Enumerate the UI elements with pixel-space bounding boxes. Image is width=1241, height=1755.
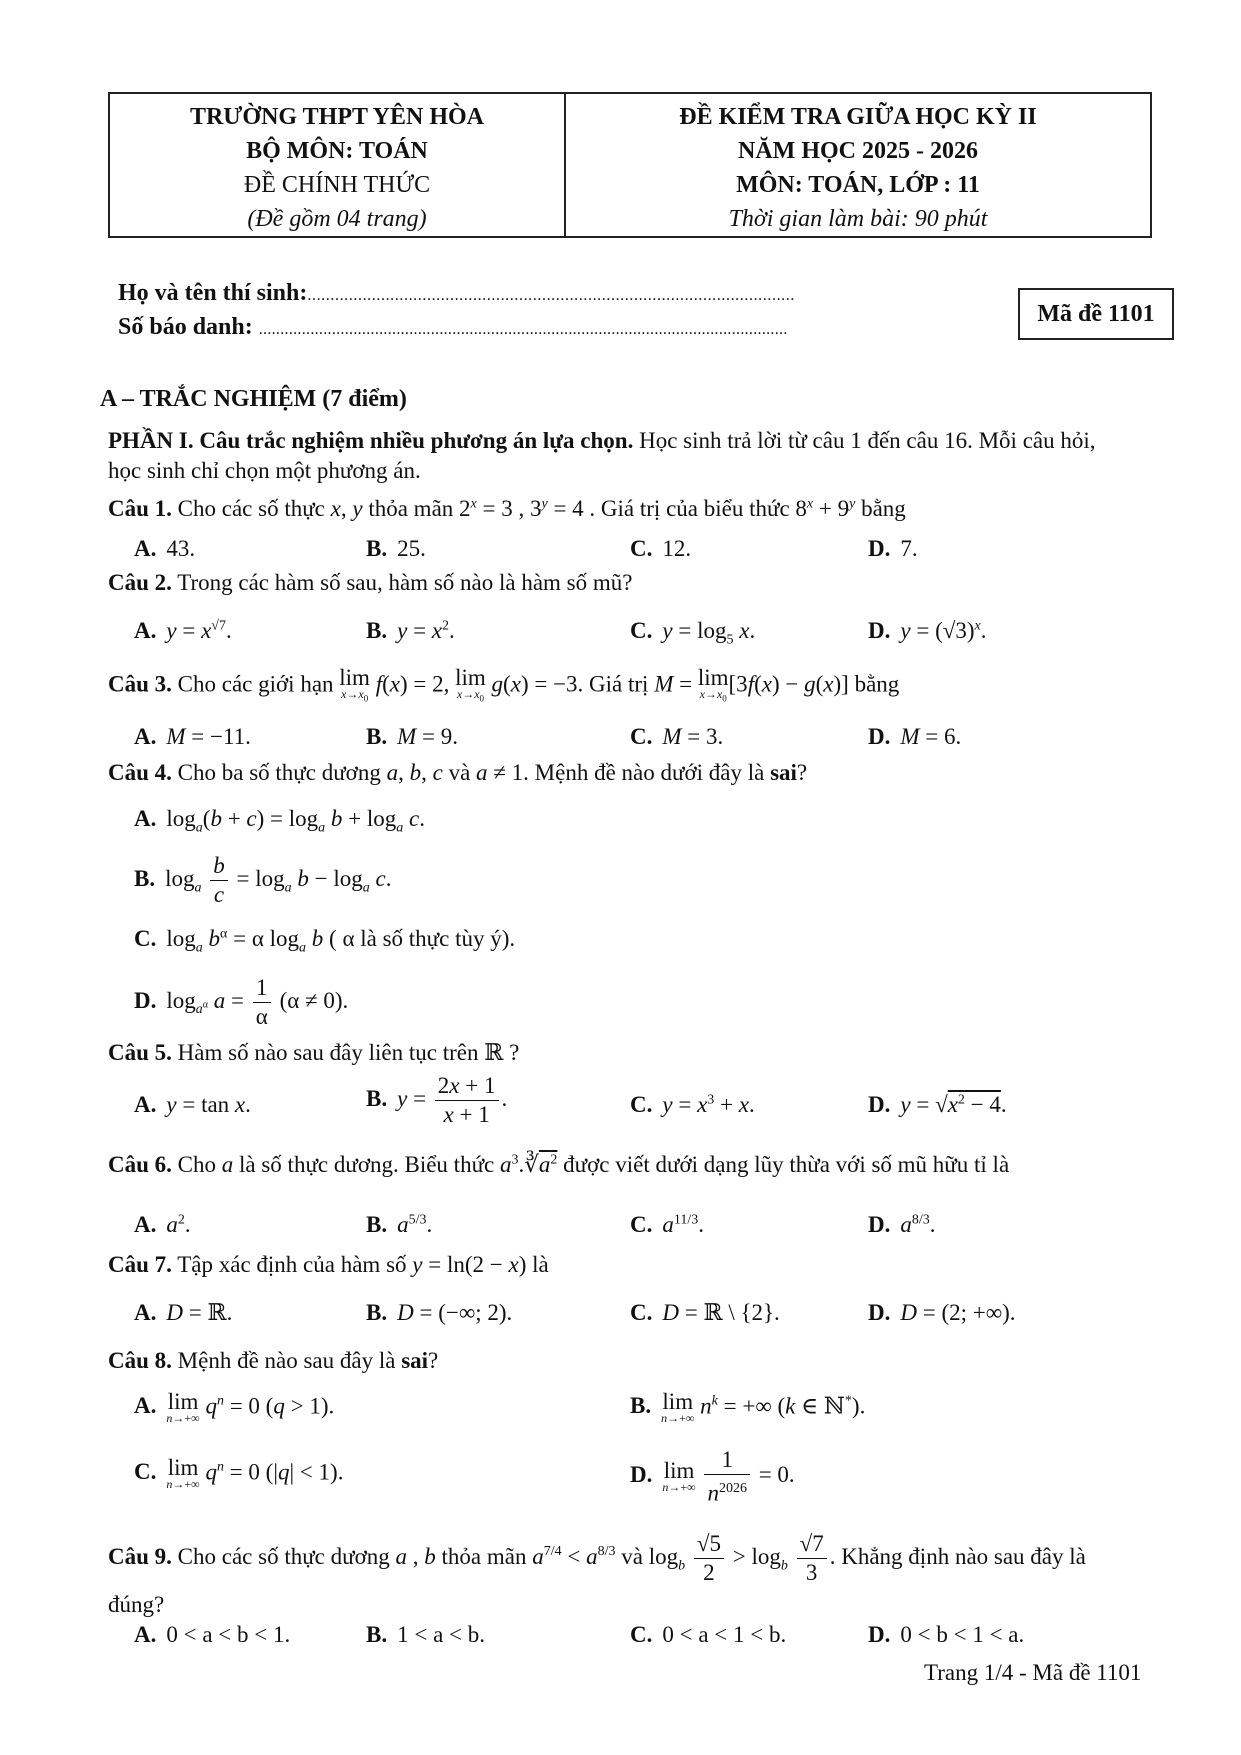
question-6: Câu 6. Cho a là số thực dương. Biểu thức $a^3.∛a^2$ được viết dưới dạng lũy thừa với số mũ hữu tỉ là — [108, 1152, 1010, 1177]
q7-option-a[interactable]: A. D = ℝ. — [134, 1300, 233, 1325]
page-count: (Đề gồm 04 trang) — [247, 206, 427, 232]
q7-option-d[interactable]: D. D = (2; +∞). — [868, 1300, 1016, 1325]
q9-option-d[interactable]: D. 0 < b < 1 < a. — [868, 1622, 1025, 1647]
question-9-text-2: đúng? — [108, 1592, 165, 1617]
part-text: Học sinh trả lời từ câu 1 đến câu 16. Mỗi câu hỏi, — [633, 428, 1096, 453]
candidate-name-line — [118, 280, 795, 307]
question-5 — [108, 1040, 519, 1066]
subject: MÔN: TOÁN, LỚP : 11 — [736, 172, 980, 198]
q1-option-d-text: 7. — [900, 536, 918, 561]
q4-option-c[interactable]: C. $\log_a b^\alpha = \alpha$ $\log_a b$ ( α là số thực tùy ý). — [134, 926, 516, 956]
exam-title: ĐỀ KIỂM TRA GIỮA HỌC KỲ II — [679, 104, 1037, 130]
q3-option-d[interactable]: D. M = 6. — [868, 724, 962, 749]
candidate-name-label: Họ và tên thí sinh: — [118, 280, 308, 306]
q1-option-b[interactable]: B. 25. — [366, 536, 426, 561]
candidate-id-line — [118, 314, 788, 341]
q2-option-a[interactable]: A. $y = x^{√7}$. — [134, 618, 232, 643]
question-8-end: ? — [428, 1348, 439, 1373]
q3-option-c[interactable]: C. M = 3. — [630, 724, 724, 749]
q5-option-b[interactable]: B. y = $\frac{2x + 1}{x + 1}$ . — [366, 1073, 508, 1127]
q9-option-b[interactable]: B. 1 < a < b. — [366, 1622, 485, 1647]
question-7-label: Câu 7. — [108, 1252, 172, 1277]
question-5-label: Câu 5. — [108, 1040, 172, 1065]
question-1: Câu 1. Cho các số thực x, y thỏa mãn $2^x = 3$ , $3^y = 4$ . Giá trị của biểu thức $8^x + 9^y$ bằng — [108, 496, 906, 521]
question-8-emphasis: sai — [401, 1348, 429, 1373]
exam-code-box: Mã đề 1101 — [1018, 288, 1174, 340]
part-title: PHẦN I. Câu trắc nghiệm nhiều phương án lựa chọn. — [108, 428, 634, 453]
q2-option-c[interactable]: C. $y = \log_5 x$. — [630, 618, 756, 648]
q8-option-a[interactable]: A. lim n→+∞ $q^n = 0$ (q > 1). — [134, 1389, 335, 1425]
q9-option-a[interactable]: A. 0 < a < b < 1. — [134, 1622, 291, 1647]
exam-header-table — [108, 92, 1152, 238]
question-9-label: Câu 9. — [108, 1543, 172, 1569]
q1-option-a[interactable]: A. 43. — [134, 536, 196, 561]
question-1-label: Câu 1. — [108, 496, 172, 521]
school-info — [110, 94, 566, 236]
question-4-label: Câu 4. — [108, 760, 172, 785]
q8-option-d[interactable]: D. lim n→+∞ $\frac{1}{n^{2026}}$ = 0. — [630, 1447, 795, 1506]
q4-option-a[interactable]: A. $\log_a(b + c) = \log_a b + \log_a c$. — [134, 806, 426, 836]
department: BỘ MÔN: TOÁN — [246, 138, 428, 164]
question-2-text: Trong các hàm số sau, hàm số nào là hàm số mũ? — [171, 570, 633, 595]
question-2-label: Câu 2. — [108, 570, 172, 595]
q5-option-c[interactable]: C. $y = x^3 + x$. — [630, 1092, 755, 1117]
question-2 — [108, 570, 632, 596]
q7-option-b[interactable]: B. D = (−∞; 2). — [366, 1300, 513, 1325]
q6-option-d[interactable]: D. $a^{8/3}$. — [868, 1212, 936, 1237]
school-name: TRƯỜNG THPT YÊN HÒA — [189, 104, 485, 130]
q1-option-b-text: 25. — [397, 536, 426, 561]
q1-option-a-text: 43. — [166, 536, 196, 561]
school-year: NĂM HỌC 2025 - 2026 — [738, 138, 978, 164]
q6-option-b[interactable]: B. $a^{5/3}$. — [366, 1212, 433, 1237]
section-title: A – TRẮC NGHIỆM (7 điểm) — [100, 386, 407, 412]
candidate-id-dots: ........................................................................................................................... — [258, 321, 788, 338]
q8-option-b[interactable]: B. lim n→+∞ $n^k$ = +∞ (k ∈ ℕ*). — [630, 1389, 866, 1425]
question-4-end: ? — [796, 760, 808, 785]
q1-option-c-text: 12. — [662, 536, 692, 561]
q9-option-b-text: 1 < a < b. — [397, 1622, 485, 1647]
part-instructions — [108, 428, 1096, 454]
q7-option-c[interactable]: C. D = ℝ \ {2}. — [630, 1300, 780, 1325]
question-4: Câu 4. Cho ba số thực dương a, b, c và a ≠ 1. Mệnh đề nào dưới đây là sai? — [108, 760, 808, 785]
candidate-name-dots: .......................................................................................................... — [307, 287, 795, 304]
q3-option-b[interactable]: B. M = 9. — [366, 724, 458, 749]
q6-option-a[interactable]: A. $a^2$. — [134, 1212, 191, 1237]
q9-option-a-text: 0 < a < b < 1. — [166, 1622, 291, 1647]
candidate-id-label: Số báo danh: — [118, 314, 259, 340]
question-5-text: Hàm số nào sau đây liên tục trên ℝ ? — [171, 1040, 520, 1065]
question-8: Câu 8. Mệnh đề nào sau đây là sai? — [108, 1348, 439, 1373]
q9-option-d-text: 0 < b < 1 < a. — [900, 1622, 1025, 1647]
question-3: Câu 3. Cho các giới hạn lim $x\to x_0$ f(x) = 2, lim $x\to x_0$ g(x) = −3. Giá trị M = lim $x\to x_0$ [3f(x) − g(x)] bằng — [108, 665, 900, 704]
q8-option-c[interactable]: C. lim n→+∞ $q^n = 0$ (|q| < 1). — [134, 1455, 344, 1491]
q4-option-d[interactable]: D. $\log_{a^\alpha} a$ = $\frac{1}{\alpha}$ (α ≠ 0). — [134, 975, 349, 1029]
q6-option-c[interactable]: C. $a^{11/3}$. — [630, 1212, 704, 1237]
q4-option-b[interactable]: B. $\log_a$ $\frac{b}{c}$ = $\log_a b - \log_a c$. — [134, 853, 392, 907]
question-7: Câu 7. Tập xác định của hàm số y = ln(2 − x) là — [108, 1252, 549, 1277]
part-text-2: học sinh chỉ chọn một phương án. — [108, 458, 421, 483]
q2-option-b[interactable]: B. $y = x^2$. — [366, 618, 455, 643]
duration: Thời gian làm bài: 90 phút — [728, 206, 988, 232]
question-4-emphasis: sai — [770, 760, 797, 785]
exam-info — [566, 94, 1150, 236]
q3-option-a[interactable]: A. M = −11. — [134, 724, 251, 749]
official-label: ĐỀ CHÍNH THỨC — [243, 172, 431, 198]
question-9: Câu 9. Cho các số thực dương a , b thỏa mãn $a^{7/4} < a^{8/3}$ và $\log_b$ $\frac{√5}{2}$ > $\log_b$ $\frac{√7}{3}$ . Khẳng định nào sau đây là — [108, 1531, 1086, 1585]
q5-option-a[interactable]: A. y = tan x. — [134, 1092, 251, 1117]
question-6-label: Câu 6. — [108, 1152, 172, 1177]
page-footer: Trang 1/4 - Mã đề 1101 — [924, 1660, 1142, 1685]
question-8-label: Câu 8. — [108, 1348, 172, 1373]
q1-option-d[interactable]: D. 7. — [868, 536, 918, 561]
question-3-label: Câu 3. — [108, 671, 172, 697]
q1-option-c[interactable]: C. 12. — [630, 536, 692, 561]
q9-option-c[interactable]: C. 0 < a < 1 < b. — [630, 1622, 787, 1647]
q5-option-d[interactable]: D. $y = √x^2 - 4$. — [868, 1092, 1007, 1117]
q2-option-d[interactable]: D. $y = (√3)^x$. — [868, 618, 987, 643]
q9-option-c-text: 0 < a < 1 < b. — [662, 1622, 787, 1647]
